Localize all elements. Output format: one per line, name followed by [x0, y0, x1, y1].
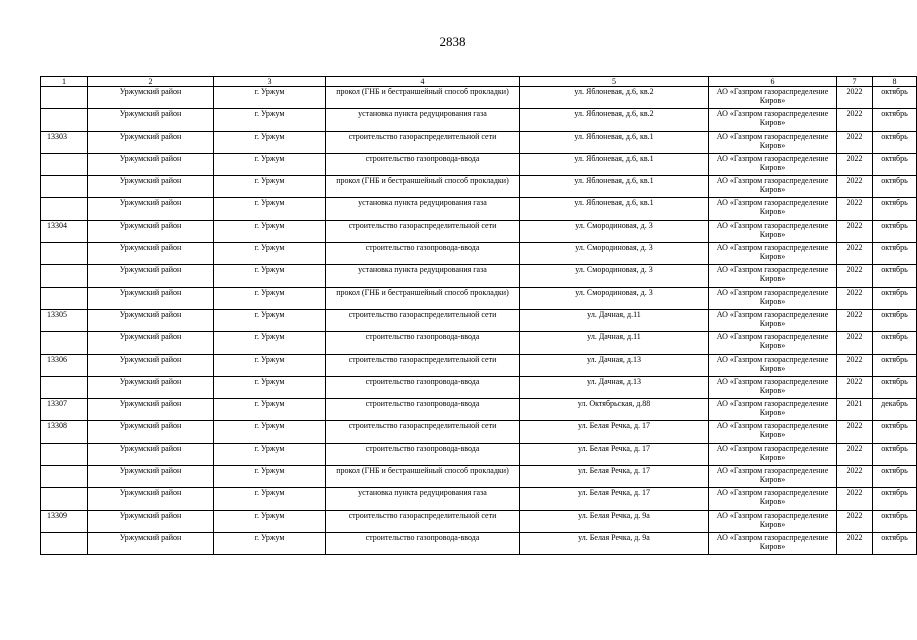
cell-organization: АО «Газпром газораспределение Киров» — [709, 153, 837, 175]
cell-entry-number: 13306 — [41, 354, 88, 376]
cell-month: октябрь — [873, 131, 917, 153]
cell-work-type: строительство газопровода-ввода — [326, 332, 520, 354]
cell-entry-number — [41, 332, 88, 354]
cell-district: Уржумский район — [88, 466, 214, 488]
table-row — [41, 287, 917, 309]
cell-entry-number: 13305 — [41, 309, 88, 331]
cell-district: Уржумский район — [88, 421, 214, 443]
registry-table — [40, 76, 917, 555]
cell-organization: АО «Газпром газораспределение Киров» — [709, 176, 837, 198]
table-row — [41, 265, 917, 287]
table-row — [41, 109, 917, 131]
table-header-row — [41, 77, 917, 87]
cell-work-type: строительство газораспределительной сети — [326, 131, 520, 153]
cell-work-type: строительство газопровода-ввода — [326, 376, 520, 398]
cell-organization: АО «Газпром газораспределение Киров» — [709, 376, 837, 398]
cell-settlement: г. Уржум — [214, 87, 326, 109]
cell-year: 2022 — [837, 443, 873, 465]
cell-address: ул. Белая Речка, д. 9а — [520, 510, 709, 532]
cell-month: октябрь — [873, 87, 917, 109]
cell-year: 2022 — [837, 354, 873, 376]
cell-year: 2022 — [837, 243, 873, 265]
cell-year: 2022 — [837, 532, 873, 554]
cell-organization: АО «Газпром газораспределение Киров» — [709, 354, 837, 376]
cell-organization: АО «Газпром газораспределение Киров» — [709, 466, 837, 488]
cell-month: октябрь — [873, 176, 917, 198]
cell-settlement: г. Уржум — [214, 220, 326, 242]
cell-district: Уржумский район — [88, 532, 214, 554]
table-row — [41, 176, 917, 198]
cell-organization: АО «Газпром газораспределение Киров» — [709, 309, 837, 331]
column-header-1: 1 — [41, 77, 88, 87]
cell-district: Уржумский район — [88, 399, 214, 421]
cell-organization: АО «Газпром газораспределение Киров» — [709, 532, 837, 554]
cell-year: 2022 — [837, 488, 873, 510]
cell-settlement: г. Уржум — [214, 243, 326, 265]
cell-district: Уржумский район — [88, 131, 214, 153]
cell-settlement: г. Уржум — [214, 532, 326, 554]
cell-district: Уржумский район — [88, 109, 214, 131]
cell-entry-number: 13308 — [41, 421, 88, 443]
cell-district: Уржумский район — [88, 243, 214, 265]
cell-organization: АО «Газпром газораспределение Киров» — [709, 131, 837, 153]
cell-settlement: г. Уржум — [214, 443, 326, 465]
cell-entry-number — [41, 466, 88, 488]
table-row — [41, 243, 917, 265]
cell-entry-number — [41, 153, 88, 175]
cell-year: 2022 — [837, 198, 873, 220]
cell-organization: АО «Газпром газораспределение Киров» — [709, 87, 837, 109]
cell-organization: АО «Газпром газораспределение Киров» — [709, 265, 837, 287]
cell-organization: АО «Газпром газораспределение Киров» — [709, 243, 837, 265]
column-header-4: 4 — [326, 77, 520, 87]
cell-month: октябрь — [873, 376, 917, 398]
table-row — [41, 131, 917, 153]
cell-work-type: строительство газопровода-ввода — [326, 243, 520, 265]
cell-work-type: прокол (ГНБ и бестраншейный способ прокладки) — [326, 466, 520, 488]
cell-work-type: установка пункта редуцирования газа — [326, 488, 520, 510]
cell-organization: АО «Газпром газораспределение Киров» — [709, 109, 837, 131]
cell-work-type: строительство газораспределительной сети — [326, 421, 520, 443]
column-header-2: 2 — [88, 77, 214, 87]
cell-district: Уржумский район — [88, 510, 214, 532]
cell-work-type: прокол (ГНБ и бестраншейный способ прокладки) — [326, 287, 520, 309]
cell-work-type: строительство газораспределительной сети — [326, 354, 520, 376]
cell-address: ул. Смородиновая, д. 3 — [520, 220, 709, 242]
cell-district: Уржумский район — [88, 332, 214, 354]
cell-year: 2022 — [837, 87, 873, 109]
cell-month: октябрь — [873, 332, 917, 354]
cell-year: 2022 — [837, 376, 873, 398]
table-row — [41, 309, 917, 331]
column-header-7: 7 — [837, 77, 873, 87]
cell-month: декабрь — [873, 399, 917, 421]
cell-year: 2022 — [837, 332, 873, 354]
cell-month: октябрь — [873, 532, 917, 554]
table-row — [41, 488, 917, 510]
cell-address: ул. Дачная, д.13 — [520, 354, 709, 376]
table-row — [41, 376, 917, 398]
cell-district: Уржумский район — [88, 220, 214, 242]
cell-organization: АО «Газпром газораспределение Киров» — [709, 443, 837, 465]
cell-month: октябрь — [873, 243, 917, 265]
cell-work-type: строительство газораспределительной сети — [326, 220, 520, 242]
cell-work-type: установка пункта редуцирования газа — [326, 198, 520, 220]
cell-entry-number — [41, 287, 88, 309]
cell-year: 2022 — [837, 176, 873, 198]
cell-address: ул. Яблоневая, д.6, кв.1 — [520, 198, 709, 220]
cell-month: октябрь — [873, 309, 917, 331]
table-row — [41, 354, 917, 376]
cell-organization: АО «Газпром газораспределение Киров» — [709, 287, 837, 309]
table-row — [41, 510, 917, 532]
cell-organization: АО «Газпром газораспределение Киров» — [709, 332, 837, 354]
cell-year: 2022 — [837, 466, 873, 488]
cell-entry-number: 13303 — [41, 131, 88, 153]
cell-month: октябрь — [873, 198, 917, 220]
cell-year: 2022 — [837, 421, 873, 443]
cell-work-type: строительство газораспределительной сети — [326, 309, 520, 331]
column-header-8: 8 — [873, 77, 917, 87]
cell-month: октябрь — [873, 220, 917, 242]
cell-settlement: г. Уржум — [214, 376, 326, 398]
cell-work-type: установка пункта редуцирования газа — [326, 109, 520, 131]
cell-settlement: г. Уржум — [214, 198, 326, 220]
cell-year: 2022 — [837, 109, 873, 131]
cell-month: октябрь — [873, 265, 917, 287]
cell-entry-number: 13304 — [41, 220, 88, 242]
cell-address: ул. Смородиновая, д. 3 — [520, 243, 709, 265]
cell-settlement: г. Уржум — [214, 332, 326, 354]
cell-address: ул. Белая Речка, д. 17 — [520, 488, 709, 510]
cell-year: 2022 — [837, 309, 873, 331]
cell-year: 2022 — [837, 153, 873, 175]
cell-month: октябрь — [873, 153, 917, 175]
cell-entry-number — [41, 243, 88, 265]
cell-month: октябрь — [873, 443, 917, 465]
cell-entry-number — [41, 532, 88, 554]
cell-district: Уржумский район — [88, 287, 214, 309]
table-row — [41, 153, 917, 175]
column-header-5: 5 — [520, 77, 709, 87]
cell-organization: АО «Газпром газораспределение Киров» — [709, 198, 837, 220]
cell-year: 2022 — [837, 265, 873, 287]
cell-entry-number — [41, 443, 88, 465]
cell-work-type: строительство газораспределительной сети — [326, 510, 520, 532]
cell-district: Уржумский район — [88, 488, 214, 510]
cell-district: Уржумский район — [88, 443, 214, 465]
cell-work-type: установка пункта редуцирования газа — [326, 265, 520, 287]
cell-work-type: строительство газопровода-ввода — [326, 399, 520, 421]
cell-work-type: строительство газопровода-ввода — [326, 532, 520, 554]
cell-address: ул. Яблоневая, д.6, кв.1 — [520, 176, 709, 198]
table-row — [41, 332, 917, 354]
cell-work-type: прокол (ГНБ и бестраншейный способ прокладки) — [326, 87, 520, 109]
cell-settlement: г. Уржум — [214, 153, 326, 175]
cell-entry-number — [41, 176, 88, 198]
cell-organization: АО «Газпром газораспределение Киров» — [709, 510, 837, 532]
cell-address: ул. Дачная, д.11 — [520, 332, 709, 354]
cell-district: Уржумский район — [88, 354, 214, 376]
cell-work-type: прокол (ГНБ и бестраншейный способ прокладки) — [326, 176, 520, 198]
cell-district: Уржумский район — [88, 87, 214, 109]
table-row — [41, 220, 917, 242]
cell-month: октябрь — [873, 510, 917, 532]
cell-district: Уржумский район — [88, 265, 214, 287]
column-header-3: 3 — [214, 77, 326, 87]
cell-settlement: г. Уржум — [214, 131, 326, 153]
cell-district: Уржумский район — [88, 198, 214, 220]
table-row — [41, 87, 917, 109]
cell-settlement: г. Уржум — [214, 421, 326, 443]
cell-settlement: г. Уржум — [214, 488, 326, 510]
cell-settlement: г. Уржум — [214, 265, 326, 287]
cell-address: ул. Дачная, д.13 — [520, 376, 709, 398]
cell-settlement: г. Уржум — [214, 287, 326, 309]
cell-year: 2022 — [837, 131, 873, 153]
cell-settlement: г. Уржум — [214, 109, 326, 131]
cell-entry-number — [41, 87, 88, 109]
cell-month: октябрь — [873, 109, 917, 131]
cell-work-type: строительство газопровода-ввода — [326, 153, 520, 175]
cell-year: 2022 — [837, 220, 873, 242]
cell-entry-number: 13307 — [41, 399, 88, 421]
cell-settlement: г. Уржум — [214, 309, 326, 331]
cell-entry-number — [41, 198, 88, 220]
cell-address: ул. Яблоневая, д.6, кв.1 — [520, 153, 709, 175]
cell-address: ул. Белая Речка, д. 17 — [520, 443, 709, 465]
table-row — [41, 532, 917, 554]
cell-year: 2022 — [837, 287, 873, 309]
page-number: 2838 — [439, 34, 466, 49]
cell-address: ул. Белая Речка, д. 9а — [520, 532, 709, 554]
cell-settlement: г. Уржум — [214, 510, 326, 532]
cell-organization: АО «Газпром газораспределение Киров» — [709, 421, 837, 443]
table-row — [41, 399, 917, 421]
cell-settlement: г. Уржум — [214, 354, 326, 376]
column-header-6: 6 — [709, 77, 837, 87]
cell-address: ул. Смородиновая, д. 3 — [520, 287, 709, 309]
cell-month: октябрь — [873, 466, 917, 488]
cell-address: ул. Белая Речка, д. 17 — [520, 466, 709, 488]
cell-entry-number — [41, 488, 88, 510]
cell-organization: АО «Газпром газораспределение Киров» — [709, 220, 837, 242]
cell-month: октябрь — [873, 488, 917, 510]
cell-month: октябрь — [873, 421, 917, 443]
cell-entry-number — [41, 109, 88, 131]
cell-year: 2021 — [837, 399, 873, 421]
cell-district: Уржумский район — [88, 153, 214, 175]
cell-address: ул. Дачная, д.11 — [520, 309, 709, 331]
cell-address: ул. Яблоневая, д.6, кв.2 — [520, 87, 709, 109]
cell-entry-number — [41, 265, 88, 287]
cell-entry-number — [41, 376, 88, 398]
table-row — [41, 466, 917, 488]
table-row — [41, 421, 917, 443]
cell-settlement: г. Уржум — [214, 176, 326, 198]
cell-year: 2022 — [837, 510, 873, 532]
cell-month: октябрь — [873, 354, 917, 376]
cell-district: Уржумский район — [88, 309, 214, 331]
cell-organization: АО «Газпром газораспределение Киров» — [709, 488, 837, 510]
cell-address: ул. Яблоневая, д.6, кв.1 — [520, 131, 709, 153]
cell-settlement: г. Уржум — [214, 466, 326, 488]
cell-entry-number: 13309 — [41, 510, 88, 532]
cell-month: октябрь — [873, 287, 917, 309]
cell-settlement: г. Уржум — [214, 399, 326, 421]
table-row — [41, 443, 917, 465]
cell-organization: АО «Газпром газораспределение Киров» — [709, 399, 837, 421]
cell-address: ул. Яблоневая, д.6, кв.2 — [520, 109, 709, 131]
table-row — [41, 198, 917, 220]
cell-address: ул. Смородиновая, д. 3 — [520, 265, 709, 287]
cell-district: Уржумский район — [88, 376, 214, 398]
cell-address: ул. Октябрьская, д.88 — [520, 399, 709, 421]
cell-district: Уржумский район — [88, 176, 214, 198]
cell-work-type: строительство газопровода-ввода — [326, 443, 520, 465]
cell-address: ул. Белая Речка, д. 17 — [520, 421, 709, 443]
